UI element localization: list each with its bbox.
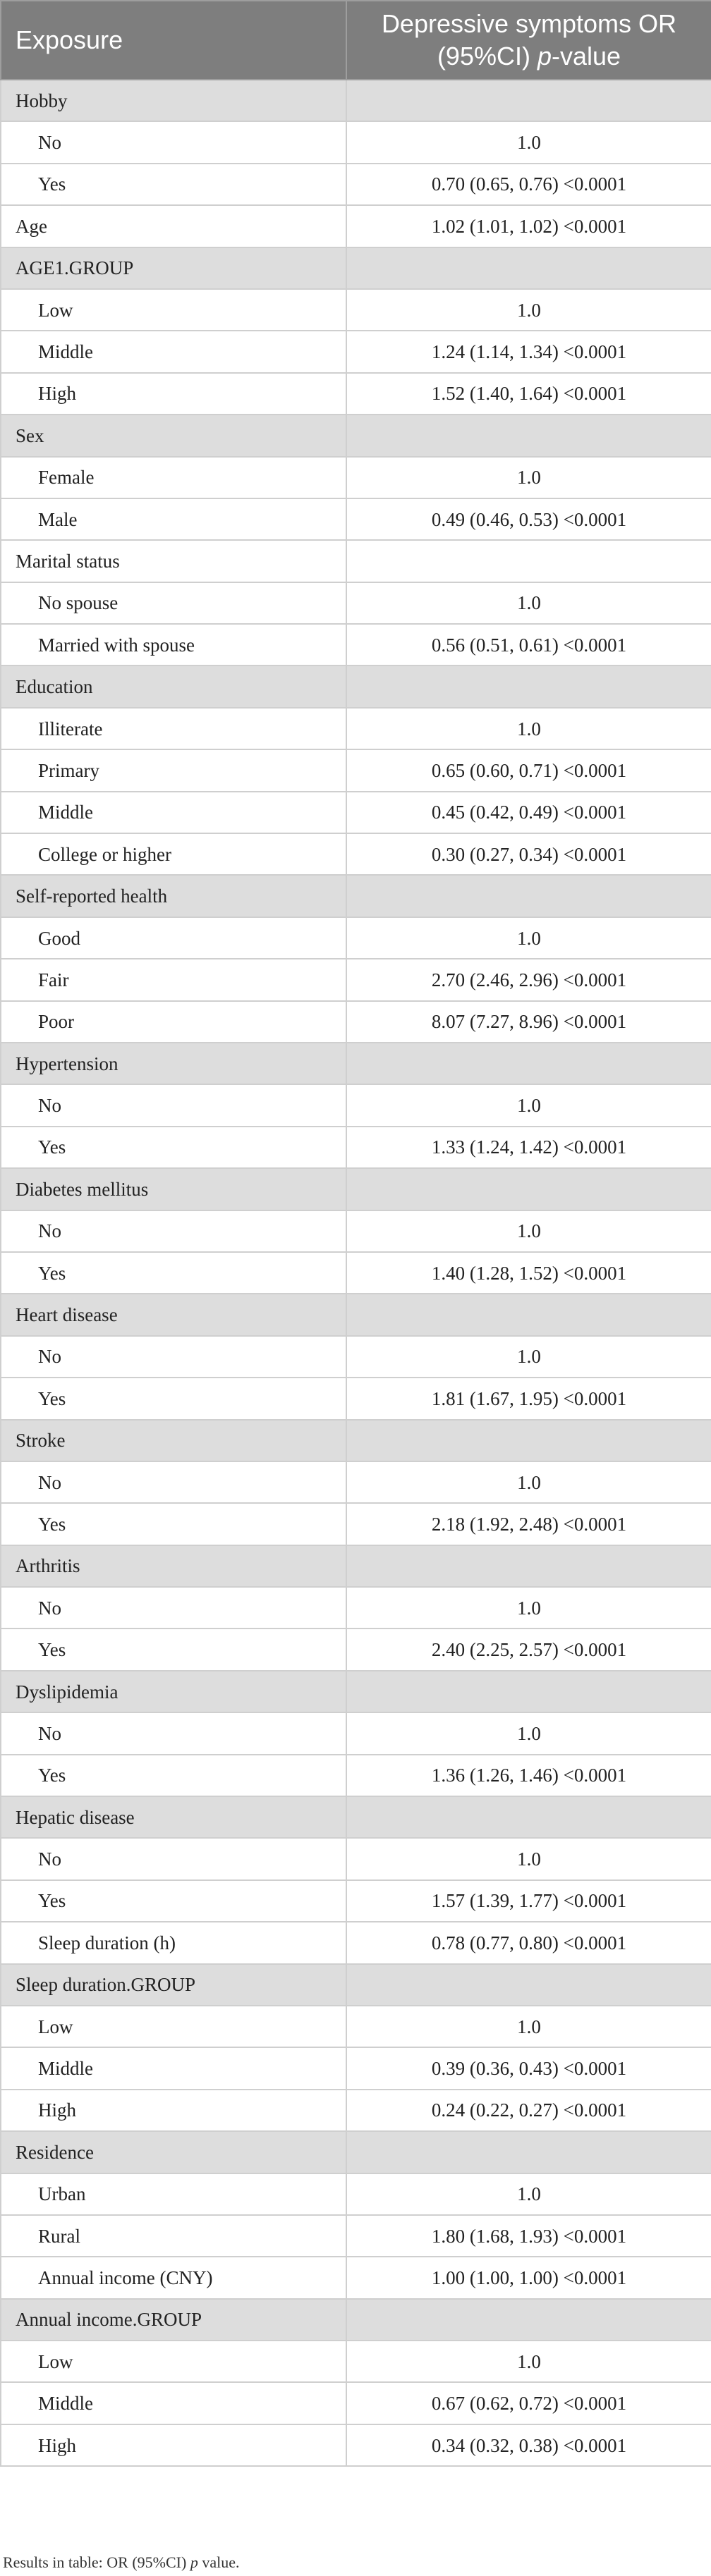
table-row	[1, 624, 711, 666]
table-row	[1, 1712, 711, 1754]
or-value-cell: 1.81 (1.67, 1.95) <0.0001	[346, 1378, 711, 1419]
exposure-cell: Yes	[1, 1629, 346, 1670]
or-value-cell: 1.0	[346, 582, 711, 624]
table-row	[1, 2257, 711, 2298]
exposure-cell: Urban	[1, 2173, 346, 2215]
or-value-cell: 1.0	[346, 917, 711, 959]
table-header	[1, 1, 711, 80]
exposure-cell: No	[1, 1587, 346, 1629]
or-value-cell	[346, 875, 711, 916]
group-row	[1, 247, 711, 289]
or-value-cell: 1.0	[346, 289, 711, 331]
or-value-cell: 1.0	[346, 2006, 711, 2047]
exposure-cell: Hypertension	[1, 1043, 346, 1084]
or-value-cell: 0.45 (0.42, 0.49) <0.0001	[346, 792, 711, 833]
table-row	[1, 289, 711, 331]
or-value-cell: 1.0	[346, 708, 711, 749]
outcome-header-suffix: -value	[552, 42, 621, 70]
or-value-cell: 1.0	[346, 1838, 711, 1879]
outcome-header-p: p	[537, 42, 552, 70]
or-value-cell: 1.0	[346, 1461, 711, 1503]
or-value-cell: 0.39 (0.36, 0.43) <0.0001	[346, 2047, 711, 2089]
or-value-cell: 0.49 (0.46, 0.53) <0.0001	[346, 498, 711, 540]
exposure-cell: Married with spouse	[1, 624, 346, 666]
group-row	[1, 1964, 711, 2006]
or-value-cell	[346, 1671, 711, 1712]
exposure-cell: Primary	[1, 749, 346, 791]
footnote-p: p	[190, 2553, 198, 2571]
exposure-cell: Yes	[1, 1755, 346, 1796]
table-row	[1, 2424, 711, 2466]
group-row	[1, 80, 711, 121]
table-row	[1, 2173, 711, 2215]
outcome-column-header	[346, 1, 711, 80]
or-value-cell: 1.36 (1.26, 1.46) <0.0001	[346, 1755, 711, 1796]
exposure-cell: No	[1, 1712, 346, 1754]
exposure-cell: Good	[1, 917, 346, 959]
table-row	[1, 1461, 711, 1503]
exposure-cell: Middle	[1, 792, 346, 833]
or-value-cell: 1.0	[346, 1210, 711, 1252]
exposure-cell: Marital status	[1, 540, 346, 582]
header-row	[1, 1, 711, 80]
exposure-cell: Female	[1, 457, 346, 498]
or-value-cell: 0.67 (0.62, 0.72) <0.0001	[346, 2382, 711, 2424]
exposure-cell: No	[1, 1838, 346, 1879]
group-row	[1, 2299, 711, 2341]
exposure-cell: Low	[1, 2006, 346, 2047]
exposure-cell: High	[1, 2424, 346, 2466]
or-value-cell	[346, 1420, 711, 1461]
exposure-cell: Self-reported health	[1, 875, 346, 916]
or-value-cell: 1.24 (1.14, 1.34) <0.0001	[346, 331, 711, 372]
or-value-cell: 1.0	[346, 2173, 711, 2215]
or-value-cell	[346, 1964, 711, 2006]
or-value-cell: 1.0	[346, 1084, 711, 1126]
exposure-cell: Residence	[1, 2131, 346, 2173]
exposure-cell: No	[1, 1461, 346, 1503]
group-row	[1, 1294, 711, 1335]
exposure-cell: No	[1, 1210, 346, 1252]
or-value-cell	[346, 247, 711, 289]
exposure-cell: Middle	[1, 331, 346, 372]
table-row	[1, 331, 711, 372]
or-value-cell	[346, 1168, 711, 1210]
table-row	[1, 164, 711, 205]
exposure-cell: Diabetes mellitus	[1, 1168, 346, 1210]
table-row	[1, 498, 711, 540]
table-row	[1, 2006, 711, 2047]
exposure-cell: Sleep duration.GROUP	[1, 1964, 346, 2006]
exposure-cell: Education	[1, 666, 346, 707]
or-value-cell: 1.80 (1.68, 1.93) <0.0001	[346, 2215, 711, 2257]
or-value-cell: 0.78 (0.77, 0.80) <0.0001	[346, 1922, 711, 1963]
table-row	[1, 1587, 711, 1629]
group-row	[1, 1420, 711, 1461]
table-row	[1, 1503, 711, 1545]
or-value-cell: 2.70 (2.46, 2.96) <0.0001	[346, 959, 711, 1000]
table-row	[1, 1210, 711, 1252]
exposure-cell: Stroke	[1, 1420, 346, 1461]
exposure-cell: No	[1, 121, 346, 163]
exposure-cell: No	[1, 1336, 346, 1378]
exposure-cell: Age	[1, 205, 346, 247]
table-row	[1, 959, 711, 1000]
or-value-cell	[346, 1545, 711, 1587]
or-value-cell: 1.52 (1.40, 1.64) <0.0001	[346, 373, 711, 415]
or-value-cell: 1.40 (1.28, 1.52) <0.0001	[346, 1252, 711, 1294]
exposure-cell: Hepatic disease	[1, 1796, 346, 1838]
or-value-cell	[346, 415, 711, 456]
or-value-cell	[346, 1796, 711, 1838]
exposure-cell: Low	[1, 289, 346, 331]
or-value-cell: 1.02 (1.01, 1.02) <0.0001	[346, 205, 711, 247]
table-row	[1, 2047, 711, 2089]
group-row	[1, 1168, 711, 1210]
or-value-cell: 1.0	[346, 2341, 711, 2382]
table-row	[1, 1922, 711, 1963]
exposure-cell: No	[1, 1084, 346, 1126]
exposure-cell: High	[1, 373, 346, 415]
exposure-cell: Poor	[1, 1001, 346, 1043]
table-row	[1, 1084, 711, 1126]
exposure-cell: Fair	[1, 959, 346, 1000]
or-value-cell: 1.0	[346, 1587, 711, 1629]
or-value-cell: 1.0	[346, 1712, 711, 1754]
or-value-cell: 0.34 (0.32, 0.38) <0.0001	[346, 2424, 711, 2466]
or-value-cell: 0.24 (0.22, 0.27) <0.0001	[346, 2090, 711, 2131]
table-row	[1, 582, 711, 624]
exposure-cell: Sex	[1, 415, 346, 456]
or-value-cell: 2.40 (2.25, 2.57) <0.0001	[346, 1629, 711, 1670]
table-row	[1, 1336, 711, 1378]
exposure-cell: Low	[1, 2341, 346, 2382]
table-row	[1, 792, 711, 833]
or-value-cell: 2.18 (1.92, 2.48) <0.0001	[346, 1503, 711, 1545]
group-row	[1, 666, 711, 707]
exposure-cell: Arthritis	[1, 1545, 346, 1587]
table-row	[1, 833, 711, 875]
or-value-cell: 0.30 (0.27, 0.34) <0.0001	[346, 833, 711, 875]
group-row	[1, 1671, 711, 1712]
or-value-cell: 0.65 (0.60, 0.71) <0.0001	[346, 749, 711, 791]
table-row	[1, 457, 711, 498]
group-row	[1, 1545, 711, 1587]
or-value-cell: 1.0	[346, 121, 711, 163]
exposure-cell: Middle	[1, 2047, 346, 2089]
exposure-cell: Heart disease	[1, 1294, 346, 1335]
table-row	[1, 1001, 711, 1043]
table-row	[1, 2341, 711, 2382]
exposure-cell: Yes	[1, 1503, 346, 1545]
table-body	[1, 80, 711, 2466]
group-row	[1, 1043, 711, 1084]
table-row	[1, 1127, 711, 1168]
exposure-cell: Yes	[1, 1127, 346, 1168]
table-row	[1, 749, 711, 791]
table-footnote	[3, 2553, 239, 2572]
outcome-header-text: Depressive symptoms OR (95%CI)	[381, 9, 677, 70]
table-row	[1, 2382, 711, 2424]
table-row	[1, 2215, 711, 2257]
table-row	[1, 540, 711, 582]
group-row	[1, 875, 711, 916]
table-row	[1, 1252, 711, 1294]
exposure-cell: Annual income.GROUP	[1, 2299, 346, 2341]
exposure-cell: Sleep duration (h)	[1, 1922, 346, 1963]
group-row	[1, 1796, 711, 1838]
table-row	[1, 1838, 711, 1879]
or-value-cell: 1.57 (1.39, 1.77) <0.0001	[346, 1880, 711, 1922]
group-row	[1, 415, 711, 456]
or-value-cell	[346, 666, 711, 707]
group-row	[1, 2131, 711, 2173]
exposure-cell: Hobby	[1, 80, 346, 121]
exposure-cell: Yes	[1, 1252, 346, 1294]
exposure-cell: No spouse	[1, 582, 346, 624]
table-row	[1, 1378, 711, 1419]
or-value-cell: 1.00 (1.00, 1.00) <0.0001	[346, 2257, 711, 2298]
table-row	[1, 1755, 711, 1796]
table-row	[1, 1629, 711, 1670]
or-value-cell: 1.33 (1.24, 1.42) <0.0001	[346, 1127, 711, 1168]
footnote-text: Results in table: OR (95%CI)	[3, 2553, 190, 2571]
footnote-suffix: value.	[198, 2553, 240, 2571]
or-value-cell	[346, 2299, 711, 2341]
exposure-column-header: Exposure	[1, 1, 346, 80]
or-value-cell: 0.70 (0.65, 0.76) <0.0001	[346, 164, 711, 205]
or-value-cell: 1.0	[346, 1336, 711, 1378]
exposure-cell: Illiterate	[1, 708, 346, 749]
exposure-cell: Dyslipidemia	[1, 1671, 346, 1712]
exposure-cell: Rural	[1, 2215, 346, 2257]
exposure-cell: Middle	[1, 2382, 346, 2424]
or-value-cell: 0.56 (0.51, 0.61) <0.0001	[346, 624, 711, 666]
table-row	[1, 205, 711, 247]
or-value-cell	[346, 2131, 711, 2173]
or-value-cell: 8.07 (7.27, 8.96) <0.0001	[346, 1001, 711, 1043]
table-row	[1, 2090, 711, 2131]
exposure-cell: Male	[1, 498, 346, 540]
exposure-cell: Yes	[1, 1378, 346, 1419]
or-value-cell	[346, 80, 711, 121]
or-value-cell	[346, 1294, 711, 1335]
table-row	[1, 373, 711, 415]
table-row	[1, 708, 711, 749]
exposure-cell: Yes	[1, 164, 346, 205]
or-value-cell	[346, 540, 711, 582]
exposure-cell: AGE1.GROUP	[1, 247, 346, 289]
table-row	[1, 121, 711, 163]
or-value-cell: 1.0	[346, 457, 711, 498]
exposure-cell: Annual income (CNY)	[1, 2257, 346, 2298]
or-value-cell	[346, 1043, 711, 1084]
table-row	[1, 917, 711, 959]
exposure-cell: College or higher	[1, 833, 346, 875]
table-row	[1, 1880, 711, 1922]
exposure-cell: Yes	[1, 1880, 346, 1922]
exposure-cell: High	[1, 2090, 346, 2131]
